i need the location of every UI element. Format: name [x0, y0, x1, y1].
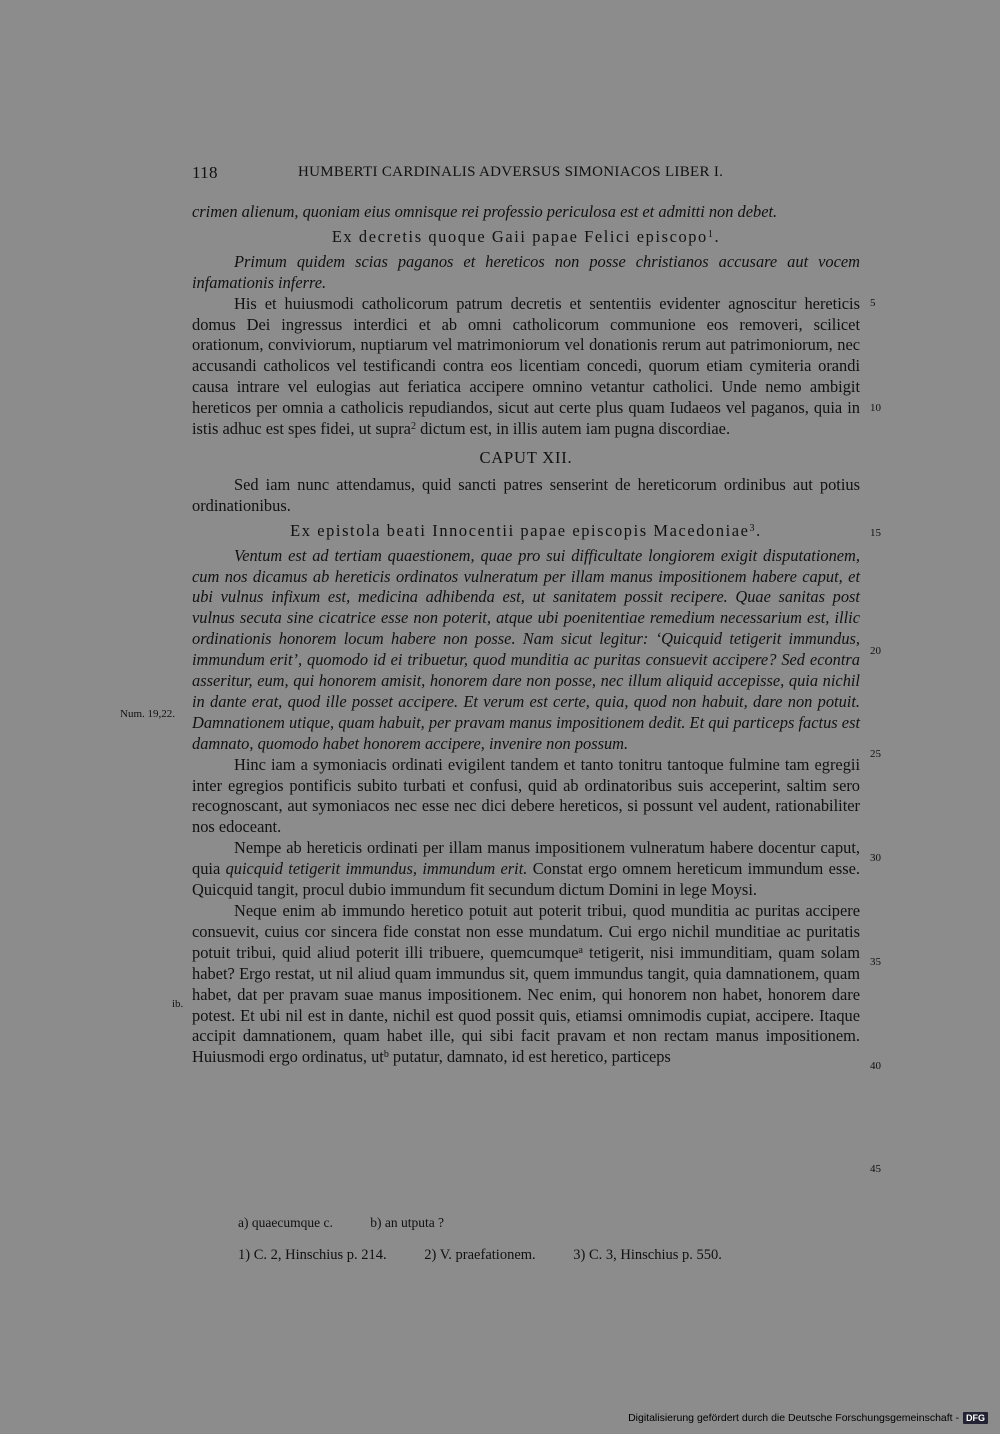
main-text: [192, 202, 860, 1068]
paragraph-text: Constat ergo omnem hereticum immundum esse. Quicquid tangit, procul dubio immundum fit secundum dictum Domini in lege Moysi.: [192, 859, 860, 900]
line-number: 20: [870, 645, 881, 657]
footnote-3: 3) C. 3, Hinschius p. 550.: [573, 1247, 722, 1263]
rubric-innocentius: Ex epistola beati Innocentii papae episcopis Macedoniae$^3$.: [290, 520, 762, 540]
paragraph-text: Neque enim ab immundo heretico potuit aut poterit tribui, quod munditia ac puritas accipere consuevit, cuius cor sincera fide constat non esse mundatum. Cui ergo nichil munditiae ac puritatis potuit tribui, quid aliud poterit illi tribuere, quemcumque: [192, 901, 860, 962]
margin-reference: Num. 19,22.: [120, 708, 175, 720]
line-number: 35: [870, 956, 881, 968]
running-head: HUMBERTI CARDINALIS ADVERSUS SIMONIACOS LIBER I.: [298, 164, 724, 180]
line-number: 25: [870, 748, 881, 760]
rubric-text: Ex epistola beati Innocentii papae episcopis Macedoniae: [290, 520, 750, 540]
footnotes-letters: [238, 1215, 478, 1231]
footnotes-numbers: [238, 1247, 756, 1264]
dfg-logo-icon: DFG: [963, 1412, 988, 1424]
footnote-2: 2) V. praefationem.: [424, 1247, 536, 1263]
credit-text: Digitalisierung gefördert durch die Deutsche Forschungsgemeinschaft -: [628, 1412, 959, 1424]
footnote-a: a) quaecumque c.: [238, 1215, 333, 1230]
margin-reference: ib.: [172, 998, 184, 1010]
line-number: 45: [870, 1163, 881, 1175]
paragraph-quote-1: crimen alienum, quoniam eius omnisque rei professio periculosa est et admitti non debet.: [192, 202, 778, 221]
footnote-marker: b: [383, 1049, 389, 1061]
footnote-marker: a: [578, 944, 583, 956]
paragraph-text: tetigerit, nisi immunditiam, quam solam habet? Ergo restat, ut nil aliud quam immundus sit, quem immundus tangit, quia damnationem, quam habet, dat per pravam suae manus impositionem. Nec enim, qui honorem non habet, honorem dare potest. Et ubi nil est in dante, nichil est quod possit quis, etiamsi omnimodis cupiat, accipere. Itaque accipit damnationem, quam habet ille, qui sibi facit pravam et non rectam manus impositionem. Huiusmodi ergo ordinatus, ut: [192, 942, 860, 1067]
paragraph-4: Sed iam nunc attendamus, quid sancti patres senserint de hereticorum ordinibus aut potius ordinationibus.: [192, 474, 860, 515]
line-number: 30: [870, 852, 881, 864]
paragraph-text: His et huiusmodi catholicorum patrum decretis et sententiis evidenter agnoscitur hereticis domus Dei ingressus interdici et ab omni catholicorum communione eos removeri, scilicet orationum, conviviorum, nuptiarum vel matrimoniorum vel donationis rerum aut patrimoniorum, nec accusandi catholicos vel testificandi contra eos licentiam concedi, quorum etiam cymiteria orandi causa intrare vel eulogias aut feriatica accipere omnino vetantur catholici. Unde nemo ambigit hereticos per omnia a catholicis repudiandos, sicut aut certe plus quam Iudaeos vel paganos, quia in istis adhuc est spes fidei, ut supra: [192, 293, 860, 439]
footnote-marker: 3: [749, 522, 757, 534]
paragraph-6: Hinc iam a symoniacis ordinati evigilent tandem et tanto tonitru tantoque fulmine tam egregii inter egregios pontificis subito turbati et confusi, quid ab ordinatoribus suis acceperint, saltim sero recognoscant, aut symoniacos nec esse nec dici debere hereticos, si possunt vel audent, rationabiliter nos edoceant.: [192, 754, 860, 837]
paragraph-7: [192, 838, 860, 901]
line-number: 5: [870, 297, 876, 309]
line-number: 10: [870, 402, 881, 414]
footnote-marker: 2: [410, 421, 416, 433]
footnote-b: b) an utputa ?: [370, 1215, 445, 1230]
footnote-marker: 1: [707, 228, 715, 240]
dfg-credit: [628, 1412, 988, 1424]
line-number: 15: [870, 527, 881, 539]
paragraph-8: [192, 901, 860, 1068]
paragraph-3: [192, 294, 860, 440]
paragraph-quote-5: Ventum est ad tertiam quaestionem, quae pro sui difficultate longiorem exigit disputationem, cum nos dicamus ab hereticis ordinatos vulneratum per illam manus impositionem habere caput, et ubi vulnus infixum est, medicina adhibenda est, ut sanitatem possit recipere. Quae sanitas post vulnus secuta sine cicatrice esse non poterit, atque ubi poenitentiae remedium necessarium est, illic ordinationis honorem locum habere non posse. Nam sicut legitur: ‘Quicquid tetigerit immundus, immundum erit’, quomodo id ei tribuetur, quod munditia ac puritas consuevit accipere? Sed econtra asseritur, eum, qui honorem amisit, honorem dare non posse, nec illum aliquid accepisse, quia nichil in dante erat, quod ille posset accipere. Et verum est certe, quia, quod non habuit, dare non potuit. Damnationem utique, quam habuit, per pravam manus impositionem dedit. Et qui particeps factus est damnato, quomodo habet honorem accipere, invenire non possum.: [192, 545, 860, 753]
rubric-text: Ex decretis quoque Gaii papae Felici episcopo: [331, 226, 708, 246]
chapter-heading: CAPUT XII.: [479, 447, 573, 467]
line-number: 40: [870, 1060, 881, 1072]
paragraph-text: dictum est, in illis autem iam pugna discordiae.: [415, 419, 731, 439]
footnote-1: 1) C. 2, Hinschius p. 214.: [238, 1247, 387, 1263]
rubric-gaius: Ex decretis quoque Gaii papae Felici episcopo$^1$.: [331, 226, 721, 246]
page-number: 118: [192, 163, 218, 182]
paragraph-quote-2: Primum quidem scias paganos et hereticos non posse christianos accusare aut vocem infamationis inferre.: [192, 251, 860, 292]
paragraph-text: Nempe ab hereticis ordinati per illam manus impositionem vulneratum habere docentur caput, quia: [192, 838, 860, 879]
quote-text: quicquid tetigerit immundus, immundum erit.: [225, 859, 528, 879]
paragraph-text: putatur, damnato, id est heretico, particeps: [388, 1047, 671, 1067]
